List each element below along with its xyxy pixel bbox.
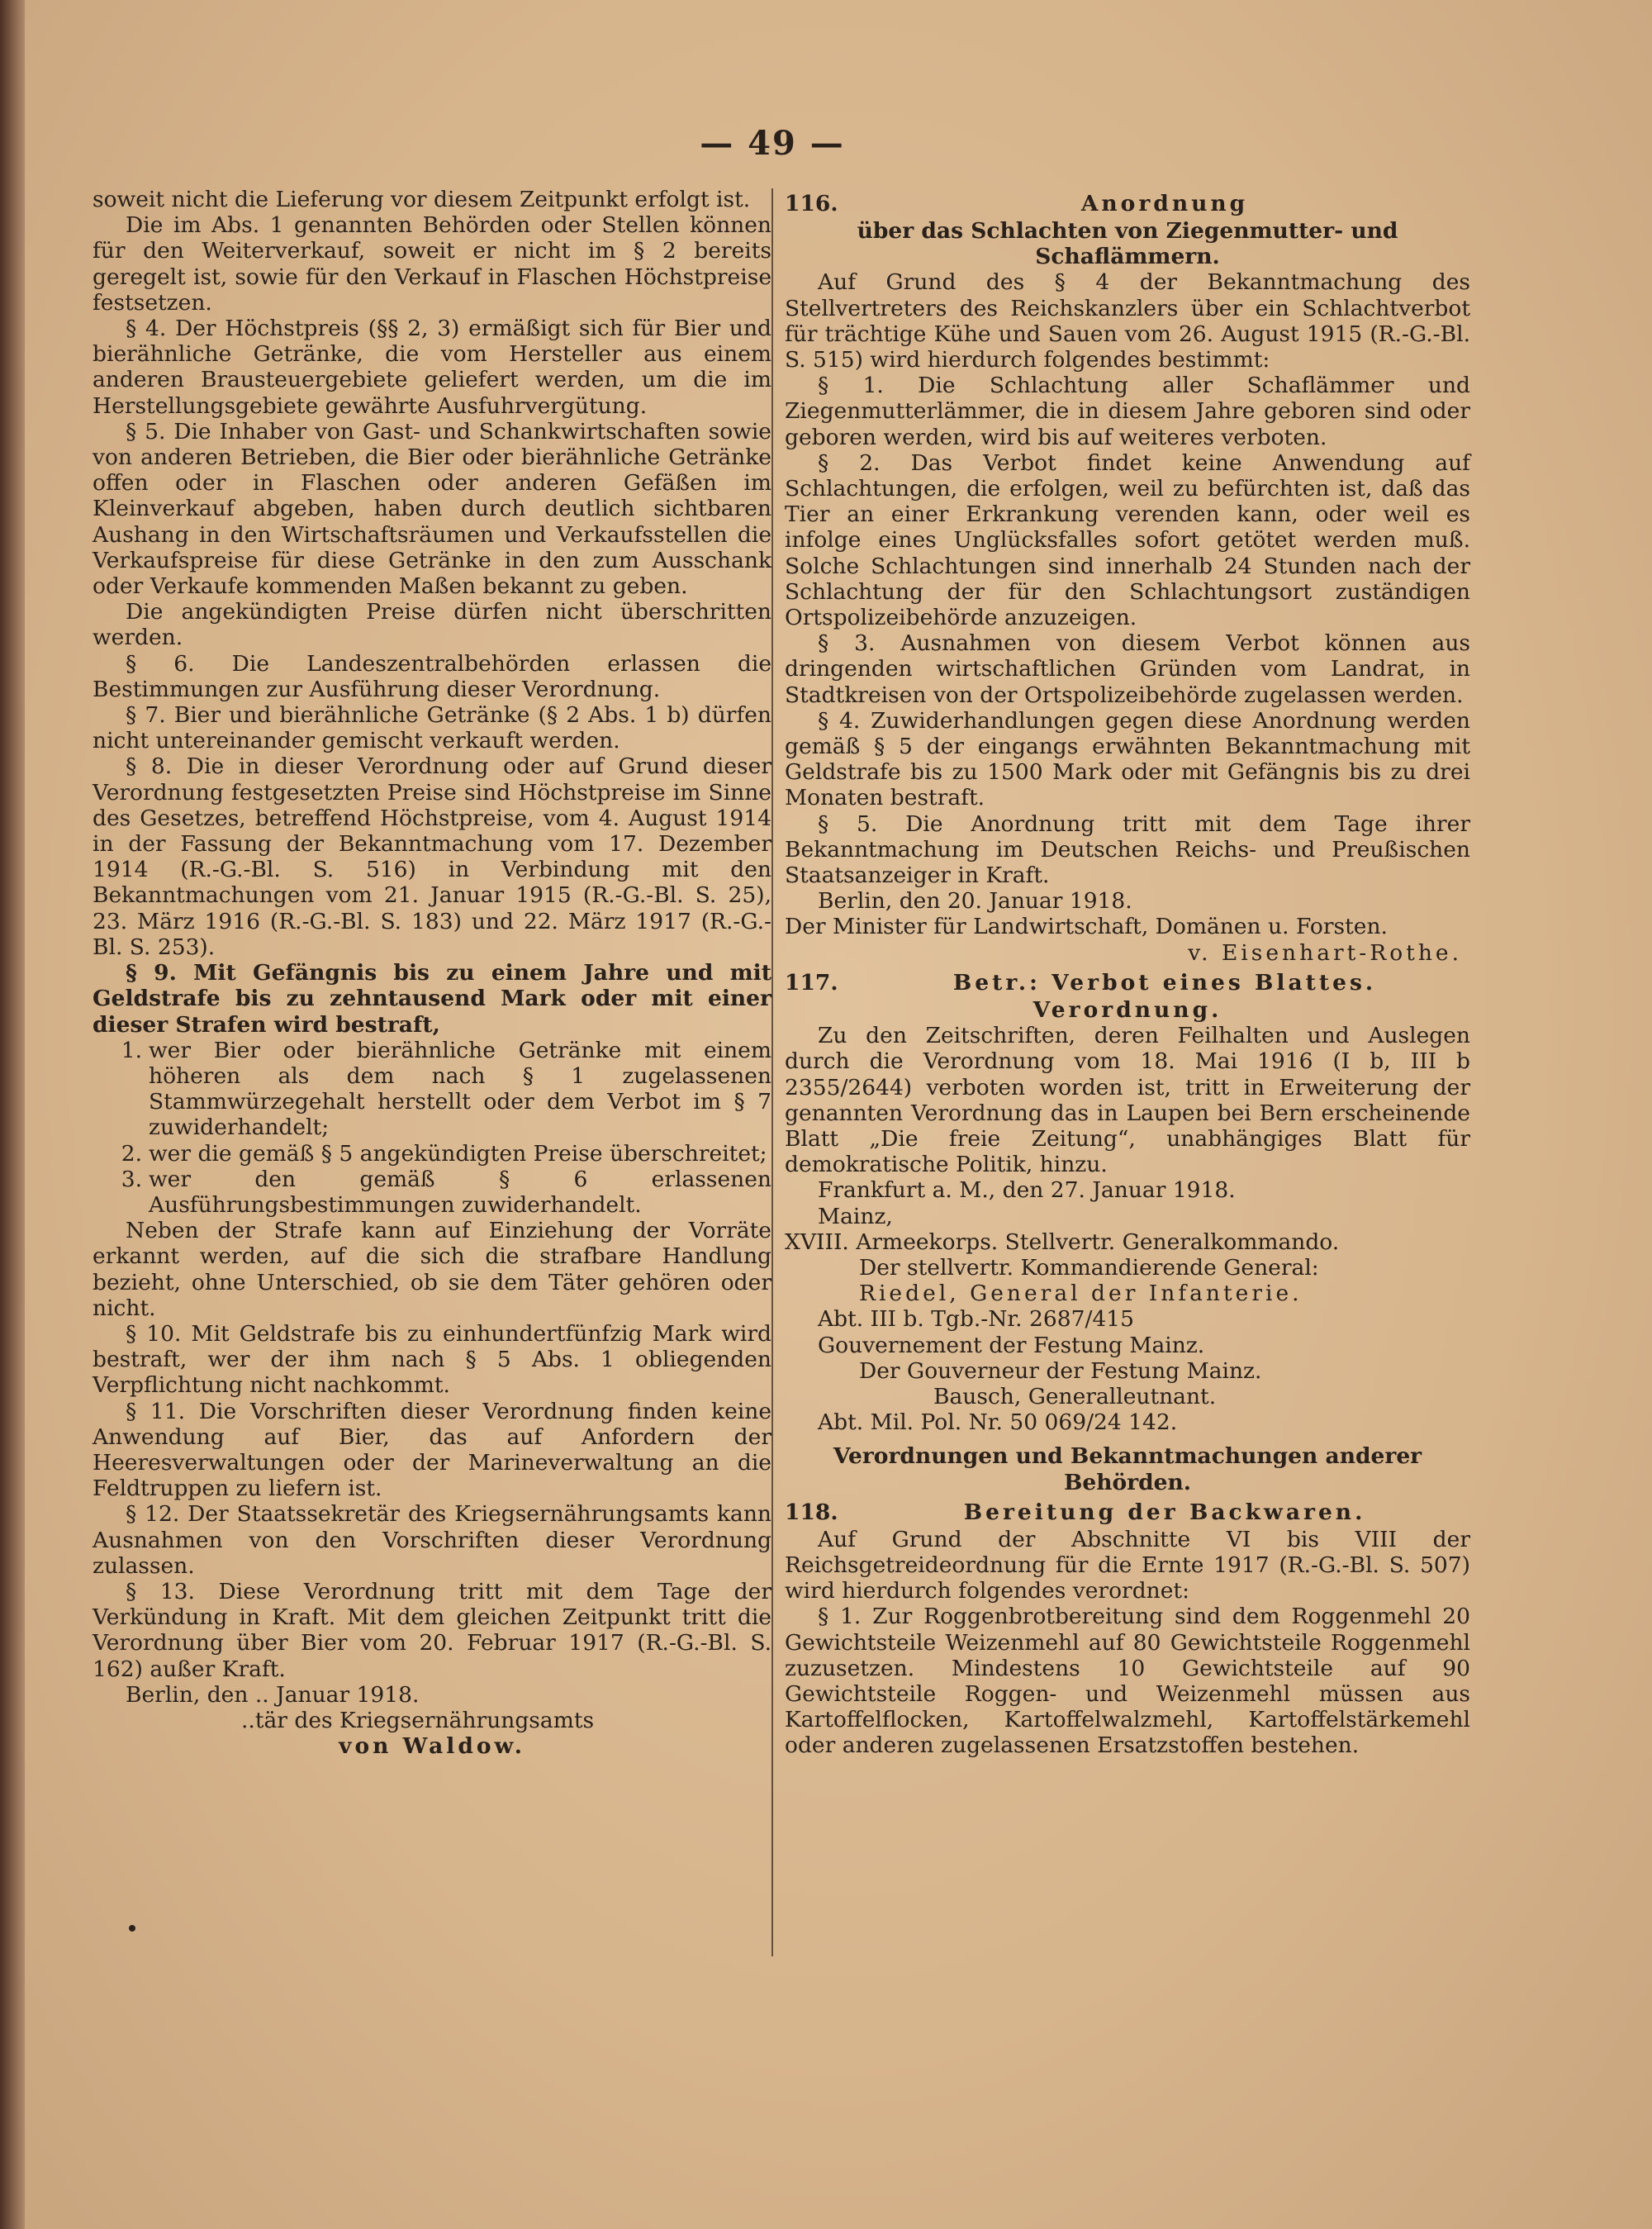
section-subtitle: Verordnung.: [1032, 996, 1222, 1023]
document-page: [25, 0, 1652, 2229]
list-item: [93, 1038, 771, 1141]
paragraph-section-5: § 5. Die Anordnung tritt mit dem Tage ihrer Bekanntmachung im Deutschen Reichs- und Preußischen Staatsanzeiger in Kraft.: [785, 810, 1470, 889]
list-item: [93, 1167, 771, 1218]
list-number: 2.: [121, 1140, 142, 1167]
paragraph: soweit nicht die Lieferung vor diesem Zeitpunkt erfolgt ist.: [93, 187, 751, 212]
paragraph: Neben der Strafe kann auf Einziehung der Vorräte erkannt werden, auf die sich die strafbare Handlung bezieht, ohne Unterschied, ob sie dem Täter gehören oder nicht.: [93, 1218, 771, 1321]
list-number: 3.: [121, 1166, 142, 1192]
signature-office: XVIII. Armeekorps. Stellvertr. Generalkommando.: [785, 1229, 1340, 1255]
paragraph-section-1: § 1. Zur Roggenbrotbereitung sind dem Roggenmehl 20 Gewichtsteile Weizenmehl auf 80 Gewichtsteile Roggenmehl zuzusetzen. Mindestens 10 Gewichtsteile auf 90 Gewichtsteile Roggen- und Weizenmehl müssen aus Kartoffelflocken, Kartoffelwalzmehl, Kartoffelstärkemehl oder anderen zugelassenen Ersatzstoffen bestehen.: [785, 1604, 1470, 1759]
signature-office: Der Minister für Landwirtschaft, Domänen u. Forsten.: [785, 914, 1388, 940]
section-subtitle: über das Schlachten von Ziegenmutter- und Schaflämmern.: [857, 218, 1398, 270]
ink-mark: [129, 1925, 135, 1932]
signature-title: Der Gouverneur der Festung Mainz.: [859, 1357, 1262, 1384]
left-column: [93, 187, 771, 1759]
list-text: wer Bier oder bierähnliche Getränke mit einem höheren als dem nach § 1 zugelassenen Stammwürzegehalt herstellt oder dem Verbot im § 7 zuwiderhandelt;: [149, 1037, 771, 1141]
paragraph-section-5: § 5. Die Inhaber von Gast- und Schankwirtschaften sowie von anderen Betrieben, die Bier oder bierähnliche Getränke offen oder in Flaschen oder anderen Gefäßen im Kleinverkauf abgeben, haben durch deutlich sichtbaren Aushang in den Wirtschaftsräumen und Verkaufsstellen die Verkaufspreise für diese Getränke in den zum Ausschank oder Verkaufe kommenden Maßen bekannt zu geben.: [93, 418, 771, 600]
paragraph-section-7: § 7. Bier und bierähnliche Getränke (§ 2 Abs. 1 b) dürfen nicht untereinander gemischt verkauft werden.: [93, 702, 771, 754]
paragraph: Auf Grund der Abschnitte VI bis VIII der Reichsgetreideordnung für die Ernte 1917 (R.-G.-Bl. S. 507) wird hierdurch folgendes verordnet:: [785, 1526, 1470, 1604]
book-spine: [0, 0, 25, 2229]
paragraph-section-10: § 10. Mit Geldstrafe bis zu einhundertfünfzig Mark wird bestraft, wer der ihm nach § 5 Abs. 1 obliegenden Verpflichtung nicht nachkommt.: [93, 1320, 771, 1399]
list-number: 1.: [121, 1037, 142, 1063]
list-text: wer die gemäß § 5 angekündigten Preise überschreitet;: [149, 1140, 767, 1167]
paragraph-section-8: § 8. Die in dieser Verordnung oder auf Grund dieser Verordnung festgesetzten Preise sind Höchstpreise im Sinne des Gesetzes, betreffend Höchstpreise, vom 4. August 1914 in der Fassung der Bekanntmachung vom 17. Dezember 1914 (R.-G.-Bl. S. 516) in Verbindung mit den Bekanntmachungen vom 21. Januar 1915 (R.-G.-Bl. S. 25), 23. März 1916 (R.-G.-Bl. S. 183) und 22. März 1917 (R.-G.-Bl. S. 253).: [93, 753, 771, 960]
signature-name: v. Eisenhart-Rothe.: [1188, 939, 1462, 966]
section-number: 117.: [785, 969, 838, 996]
signature-name: von Waldow.: [339, 1733, 525, 1760]
section-title: Anordnung: [1080, 191, 1249, 216]
signature-date: Berlin, den 20. Januar 1918.: [818, 888, 1132, 915]
signature-office: ..tär des Kriegsernährungsamts: [241, 1707, 595, 1733]
paragraph: Zu den Zeitschriften, deren Feilhalten und Auslegen durch die Verordnung vom 18. Mai 1916 (I b, III b 2355/2644) verboten worden ist, tritt in Erweiterung der genannten Verordnung das in Laupen bei Bern erscheinende Blatt „Die freie Zeitung“, unabhängiges Blatt für demokratische Politik, hinzu.: [785, 1023, 1470, 1178]
section-heading-116: [785, 190, 1470, 218]
paragraph: Die angekündigten Preise dürfen nicht überschritten werden.: [93, 599, 771, 651]
paragraph-section-3: § 3. Ausnahmen von diesem Verbot können aus dringenden wirtschaftlichen Gründen vom Landrat, in Stadtkreisen von der Ortspolizeibehörde zugelassen werden.: [785, 630, 1470, 708]
paragraph-section-13: § 13. Diese Verordnung tritt mit dem Tage der Verkündung in Kraft. Mit dem gleichen Zeitpunkt tritt die Verordnung über Bier vom 20. Februar 1917 (R.-G.-Bl. S. 162) außer Kraft.: [93, 1578, 771, 1682]
signature-place: Mainz,: [818, 1203, 893, 1229]
paragraph-section-4: § 4. Der Höchstpreis (§§ 2, 3) ermäßigt sich für Bier und bierähnliche Getränke, die vom Hersteller aus einem anderen Brausteuergebiete geliefert werden, um die im Herstellungsgebiete gewährte Ausfuhrvergütung.: [93, 316, 771, 419]
paragraph-section-2: § 2. Das Verbot findet keine Anwendung auf Schlachtungen, die erfolgen, weil zu befürchten ist, daß das Tier an einer Erkrankung verenden kann, oder weil es infolge eines Unglücksfalles sofort getötet werden muß. Solche Schlachtungen sind innerhalb 24 Stunden nach der Schlachtung der für den Schlachtungsort zuständigen Ortspolizeibehörde anzuzeigen.: [785, 449, 1470, 631]
paragraph-section-4: § 4. Zuwiderhandlungen gegen diese Anordnung werden gemäß § 5 der eingangs erwähnten Bekanntmachung mit Geldstrafe bis zu 1500 Mark oder mit Gefängnis bis zu drei Monaten bestraft.: [785, 707, 1470, 811]
paragraph-section-6: § 6. Die Landeszentralbehörden erlassen die Bestimmungen zur Ausführung dieser Verordnung.: [93, 650, 771, 702]
section-number: 118.: [785, 1499, 838, 1525]
section-group-heading: Verordnungen und Bekanntmachungen anderer Behörden.: [833, 1443, 1422, 1495]
signature-title: Der stellvertr. Kommandierende General:: [859, 1254, 1319, 1281]
section-title: Bereitung der Backwaren.: [963, 1499, 1366, 1525]
list-text: wer den gemäß § 6 erlassenen Ausführungsbestimmungen zuwiderhandelt.: [149, 1166, 771, 1218]
signature-office: Gouvernement der Festung Mainz.: [818, 1332, 1205, 1358]
signature-date: Frankfurt a. M., den 27. Januar 1918.: [818, 1177, 1236, 1204]
paragraph-section-11: § 11. Die Vorschriften dieser Verordnung finden keine Anwendung auf Bier, das auf Anfordern der Heeresverwaltungen oder der Marineverwaltung an die Feldtruppen zu liefern ist.: [93, 1398, 771, 1502]
reference-number: Abt. III b. Tgb.-Nr. 2687/415: [818, 1306, 1134, 1333]
signature-date: Berlin, den .. Januar 1918.: [126, 1681, 420, 1708]
paragraph-section-12: § 12. Der Staatssekretär des Kriegsernährungsamts kann Ausnahmen von den Vorschriften dieser Verordnung zulassen.: [93, 1501, 771, 1579]
column-divider: [771, 188, 773, 1956]
paragraph-section-1: § 1. Die Schlachtung aller Schaflämmer und Ziegenmutterlämmer, die in diesem Jahre geboren sind oder geboren werden, wird bis auf weiteres verboten.: [785, 373, 1470, 450]
section-title: Betr.: Verbot eines Blattes.: [952, 969, 1377, 996]
paragraph: Die im Abs. 1 genannten Behörden oder Stellen können für den Weiterverkauf, soweit er nicht im § 2 bereits geregelt ist, sowie für den Verkauf in Flaschen Höchstpreise festsetzen.: [93, 212, 771, 316]
reference-number: Abt. Mil. Pol. Nr. 50 069/24 142.: [818, 1409, 1178, 1436]
paragraph-section-9: § 9. Mit Gefängnis bis zu einem Jahre und mit Geldstrafe bis zu zehntausend Mark oder mit einer dieser Strafen wird bestraft,: [93, 960, 771, 1038]
paragraph: Auf Grund des § 4 der Bekanntmachung des Stellvertreters des Reichskanzlers über ein Schlachtverbot für trächtige Kühe und Sauen vom 26. August 1915 (R.-G.-Bl. S. 515) wird hierdurch folgendes bestimmt:: [785, 269, 1470, 373]
section-number: 116.: [785, 191, 838, 216]
section-heading-118: [785, 1499, 1470, 1527]
right-column: [785, 187, 1470, 1759]
page-number: — 49 —: [700, 124, 845, 163]
list-item: [93, 1141, 771, 1167]
signature-name: Bausch, Generalleutnant.: [933, 1383, 1217, 1409]
section-heading-117: [785, 969, 1470, 997]
signature-name: Riedel, General der Infanterie.: [859, 1281, 1303, 1307]
